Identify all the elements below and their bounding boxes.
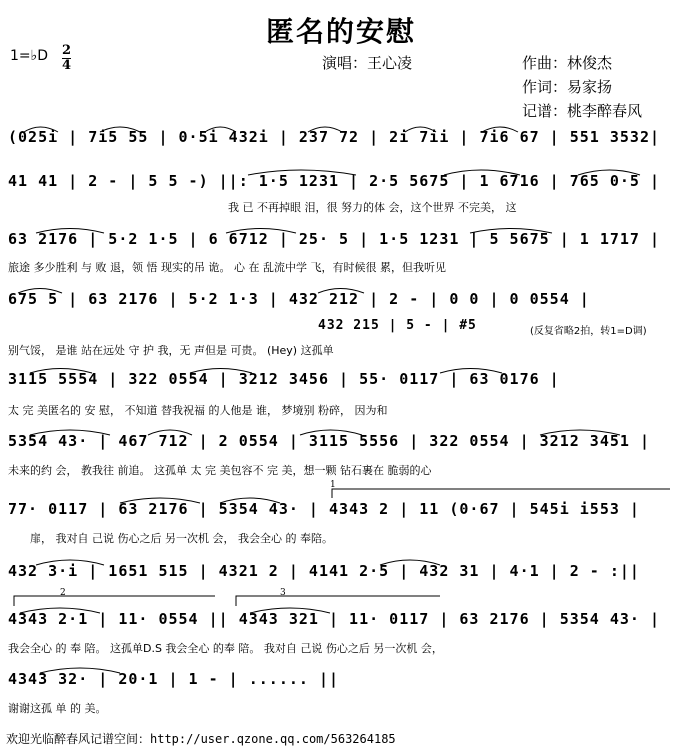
notation-alt-ending: 432 215 | 5 - | #5 xyxy=(318,318,477,333)
notation-line-4: 675 5 | 63 2176 | 5·2 1·3 | 432 212 | 2 - | 0 0 | 0 0554 | xyxy=(8,290,590,308)
lyrics-line-3: 旅途 多少胜利 与 败 退，领 悟 现实的吊 诡。 心 在 乱流中学 飞，有时候很 累，但我听见 xyxy=(8,261,446,274)
key-signature: 1=♭D xyxy=(10,48,49,64)
notation-line-10: 4343 32· | 20·1 | 1 - | ...... || xyxy=(8,670,340,688)
singer-credit: 演唱：王心凌 xyxy=(322,54,413,72)
volta-bracket-3 xyxy=(236,596,440,606)
time-bottom: 4 xyxy=(62,58,72,73)
volta-label-2: 2 xyxy=(60,588,66,598)
notation-line-7: 77· 0117 | 63 2176 | 5354 43· | 4343 2 | 11 (0·67 | 545i i553 | xyxy=(8,500,640,518)
volta-bracket-2 xyxy=(14,596,215,606)
lyrics-line-10: 谢谢这孤 单 的 美。 xyxy=(8,702,107,715)
slur-marks xyxy=(18,127,640,673)
notation-line-2: 41 41 | 2 - | 5 5 -) ||: 1·5 1231 | 2·5 5675 | 1 6716 | 765 0·5 | xyxy=(8,172,660,190)
lyrics-line-6: 未来的约 会， 教我往 前追。 这孤单 太 完 美包容不 完 美，想一颗 钻石裹在 脆弱的心 xyxy=(8,464,432,477)
modulation-note: (反复省略2拍，转1=D调) xyxy=(530,326,647,337)
transcriber-credit: 记谱：桃李醉春风 xyxy=(522,102,643,120)
lyrics-line-7: 扉， 我对自 己说 伤心之后 另一次机 会， 我会全心 的 奉陪。 xyxy=(30,532,333,545)
notation-line-6: 5354 43· | 467 712 | 2 0554 | 3115 5556 | 322 0554 | 3212 3451 | xyxy=(8,432,650,450)
time-top: 2 xyxy=(62,43,72,58)
lyricist-credit: 作词：易家扬 xyxy=(522,78,613,96)
notation-line-5: 3115 5554 | 322 0554 | 3212 3456 | 55· 0117 | 63 0176 | xyxy=(8,370,560,388)
lyrics-line-4: 别气馁， 是谁 站在远处 守 护 我，无 声但是 可贵。 (Hey) 这孤单 xyxy=(8,344,334,357)
notation-line-9: 4343 2·1 | 11· 0554 || 4343 321 | 11· 0117 | 63 2176 | 5354 43· | xyxy=(8,610,660,628)
lyrics-line-9: 我会全心 的 奉 陪。 这孤单D.S 我会全心 的奉 陪。 我对自 己说 伤心之后 另一次机 会， xyxy=(8,642,443,655)
notation-line-8: 432 3·i | 1651 515 | 4321 2 | 4141 2·5 | 432 31 | 4·1 | 2 - :|| xyxy=(8,562,640,580)
notation-line-1: (025i | 7i5 55 | 0·5i 432i | 237 72 | 2i 7ii | 7i6 67 | 551 3532| xyxy=(8,128,660,146)
volta-label-1: 1 xyxy=(330,480,336,490)
lyrics-line-5: 太 完 美匿名的 安 慰， 不知道 替我祝福 的人他是 谁， 梦境别 粉碎， 因为和 xyxy=(8,404,388,417)
song-title: 匿名的安慰 xyxy=(265,15,416,48)
volta-label-3: 3 xyxy=(280,588,286,598)
composer-credit: 作曲：林俊杰 xyxy=(522,54,613,72)
volta-bracket-1 xyxy=(332,489,670,498)
footer-credit: 欢迎光临醉春风记谱空间：http://user.qzone.qq.com/563264185 xyxy=(6,732,396,746)
notation-line-3: 63 2176 | 5·2 1·5 | 6 6712 | 25· 5 | 1·5 1231 | 5 5675 | 1 1717 | xyxy=(8,230,660,248)
lyrics-line-2: 我 已 不再掉眼 泪，很 努力的体 会，这个世界 不完美， 这 xyxy=(228,201,517,214)
